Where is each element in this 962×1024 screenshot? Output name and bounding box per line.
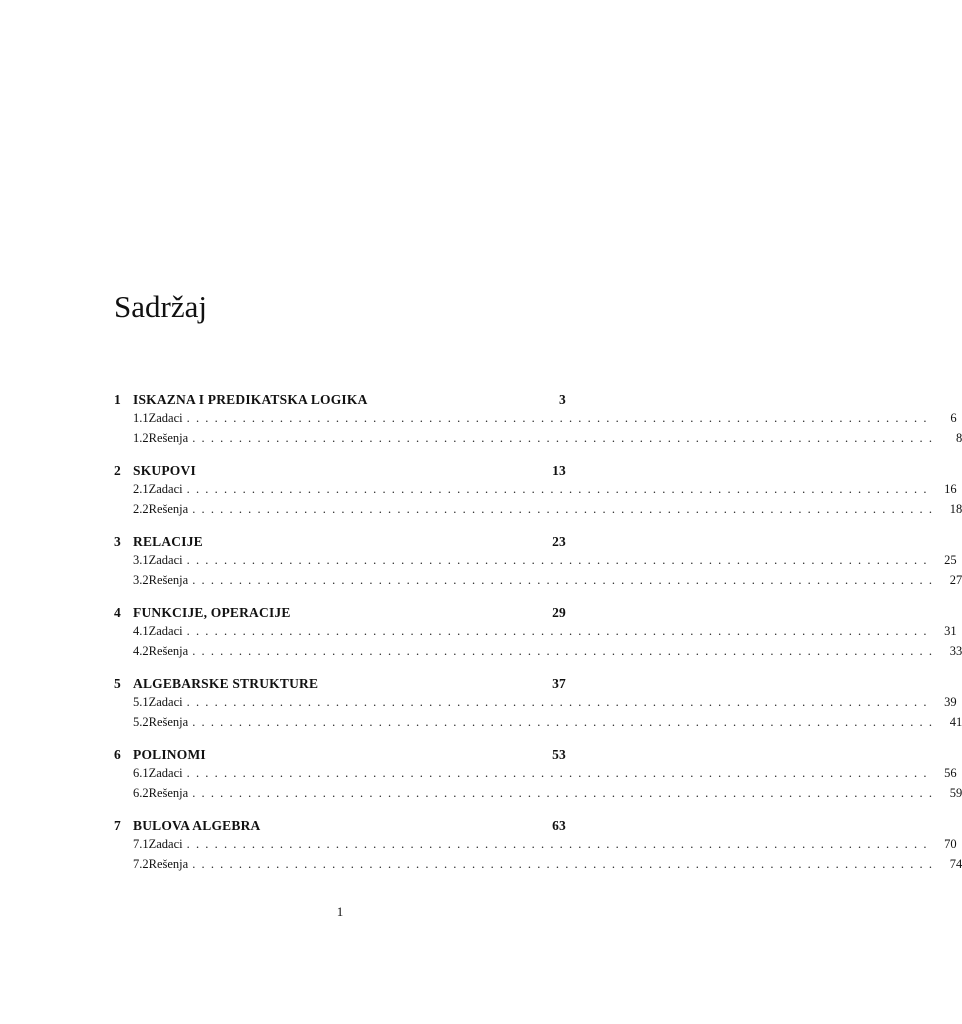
section-title: Rešenja — [148, 643, 189, 658]
section-number: 7.1 — [133, 837, 149, 851]
toc-section-entry[interactable] — [114, 643, 962, 664]
leader-dots: ................................................................................ — [192, 643, 939, 658]
section-page: 18 — [949, 501, 962, 516]
toc-section-entry[interactable] — [114, 411, 957, 431]
toc-section-entry[interactable] — [114, 766, 957, 786]
section-number: 6.2 — [133, 785, 149, 800]
toc-chapter-1 — [114, 392, 962, 450]
section-number: 4.1 — [133, 624, 149, 638]
section-number: 1.1 — [133, 411, 149, 425]
leader-dots: ................................................................................ — [192, 714, 939, 729]
section-title: Zadaci — [148, 695, 183, 709]
chapter-title: ISKAZNA I PREDIKATSKA LOGIKA — [133, 392, 368, 407]
chapter-page: 37 — [552, 676, 566, 691]
section-page: 59 — [949, 785, 962, 800]
section-title: Rešenja — [148, 785, 189, 800]
toc-chapter-7 — [114, 818, 962, 876]
toc-section-entry[interactable] — [114, 430, 962, 451]
page-title: Sadržaj — [114, 289, 207, 324]
toc-chapter-6 — [114, 747, 962, 805]
chapter-number: 6 — [114, 747, 121, 762]
section-number: 1.2 — [133, 430, 149, 445]
toc-section-entry[interactable] — [114, 553, 957, 573]
leader-dots: ................................................................................ — [186, 837, 933, 851]
section-number: 2.2 — [133, 501, 149, 516]
section-number: 4.2 — [133, 643, 149, 658]
leader-dots: ................................................................................ — [186, 553, 933, 567]
section-page: 74 — [949, 856, 962, 871]
toc-section-entry[interactable] — [114, 624, 957, 644]
toc-chapter-3 — [114, 534, 962, 592]
toc-chapter-entry[interactable] — [114, 392, 566, 411]
chapter-page: 53 — [552, 747, 566, 762]
leader-dots: ................................................................................ — [192, 785, 939, 800]
section-page: 41 — [949, 714, 962, 729]
leader-dots: ................................................................................ — [186, 411, 933, 425]
leader-dots: ................................................................................ — [192, 856, 939, 871]
toc-section-entry[interactable] — [114, 482, 957, 502]
toc-section-entry[interactable] — [114, 856, 962, 877]
chapter-title: FUNKCIJE, OPERACIJE — [133, 605, 291, 620]
section-page: 70 — [944, 837, 957, 851]
chapter-title: BULOVA ALGEBRA — [133, 818, 261, 833]
section-title: Zadaci — [148, 837, 183, 851]
toc-chapter-entry[interactable] — [114, 818, 566, 837]
chapter-page: 23 — [552, 534, 566, 549]
section-page: 56 — [944, 766, 957, 780]
chapter-number: 7 — [114, 818, 121, 833]
table-of-contents — [114, 392, 962, 889]
section-page: 33 — [949, 643, 962, 658]
chapter-page: 63 — [552, 818, 566, 833]
chapter-title: POLINOMI — [133, 747, 206, 762]
section-number: 3.2 — [133, 572, 149, 587]
toc-chapter-entry[interactable] — [114, 747, 566, 766]
chapter-number: 2 — [114, 463, 121, 478]
toc-chapter-2 — [114, 463, 962, 521]
section-title: Rešenja — [148, 572, 189, 587]
leader-dots: ................................................................................ — [192, 572, 939, 587]
toc-section-entry[interactable] — [114, 695, 957, 715]
section-page: 39 — [944, 695, 957, 709]
leader-dots: ................................................................................ — [186, 695, 933, 709]
section-page: 31 — [944, 624, 957, 638]
section-number: 2.1 — [133, 482, 149, 496]
section-number: 7.2 — [133, 856, 149, 871]
chapter-page: 29 — [552, 605, 566, 620]
chapter-page: 13 — [552, 463, 566, 478]
section-number: 6.1 — [133, 766, 149, 780]
page-number: 1 — [336, 904, 344, 919]
chapter-number: 1 — [114, 392, 121, 407]
chapter-title: SKUPOVI — [133, 463, 196, 478]
toc-section-entry[interactable] — [114, 572, 962, 593]
toc-section-entry[interactable] — [114, 501, 962, 522]
section-number: 5.2 — [133, 714, 149, 729]
toc-chapter-4 — [114, 605, 962, 663]
section-title: Zadaci — [148, 766, 183, 780]
leader-dots: ................................................................................ — [192, 430, 939, 445]
leader-dots: ................................................................................ — [192, 501, 939, 516]
toc-chapter-entry[interactable] — [114, 463, 566, 482]
chapter-number: 3 — [114, 534, 121, 549]
section-title: Zadaci — [148, 482, 183, 496]
section-title: Zadaci — [148, 624, 183, 638]
toc-chapter-5 — [114, 676, 962, 734]
leader-dots: ................................................................................ — [186, 766, 933, 780]
section-number: 3.1 — [133, 553, 149, 567]
section-page: 16 — [944, 482, 957, 496]
section-title: Rešenja — [148, 430, 189, 445]
chapter-title: ALGEBARSKE STRUKTURE — [133, 676, 319, 691]
toc-chapter-entry[interactable] — [114, 676, 566, 695]
section-page: 27 — [949, 572, 962, 587]
toc-section-entry[interactable] — [114, 714, 962, 735]
section-page: 8 — [955, 430, 962, 445]
toc-chapter-entry[interactable] — [114, 534, 566, 553]
section-title: Rešenja — [148, 856, 189, 871]
section-page: 6 — [950, 411, 957, 425]
chapter-title: RELACIJE — [133, 534, 203, 549]
section-title: Zadaci — [148, 553, 183, 567]
section-number: 5.1 — [133, 695, 149, 709]
chapter-number: 5 — [114, 676, 121, 691]
toc-section-entry[interactable] — [114, 837, 957, 857]
chapter-number: 4 — [114, 605, 121, 620]
toc-section-entry[interactable] — [114, 785, 962, 806]
section-title: Zadaci — [148, 411, 183, 425]
leader-dots: ................................................................................ — [186, 624, 933, 638]
section-title: Rešenja — [148, 714, 189, 729]
leader-dots: ................................................................................ — [186, 482, 933, 496]
chapter-page: 3 — [559, 392, 566, 407]
section-page: 25 — [944, 553, 957, 567]
toc-chapter-entry[interactable] — [114, 605, 566, 624]
section-title: Rešenja — [148, 501, 189, 516]
